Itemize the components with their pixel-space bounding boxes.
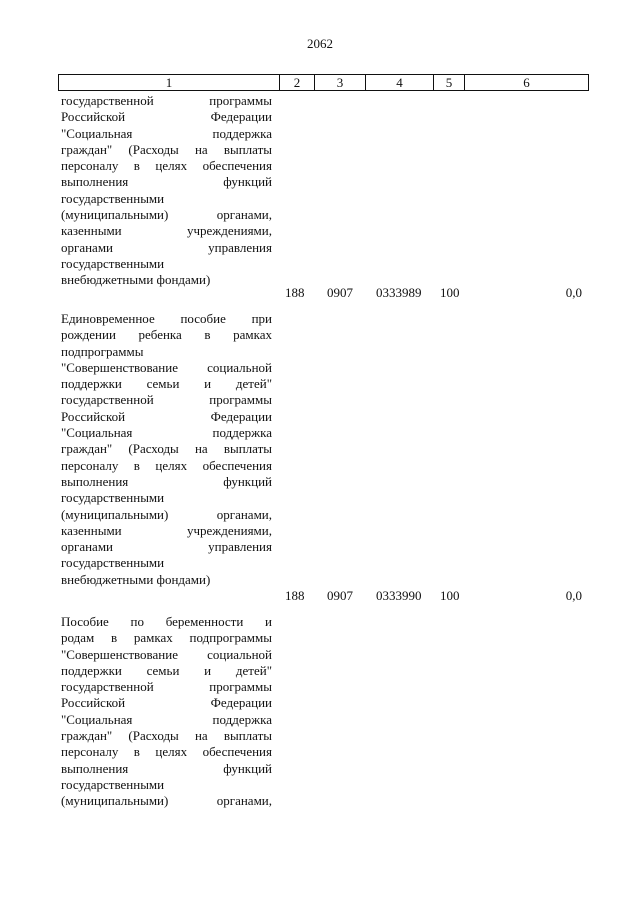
description-line: казенными учреждениями, [61,522,272,538]
header-col-5: 5 [433,75,464,90]
row-col-4: 0333990 [376,588,422,603]
description-line: персоналу в целях обеспечения [61,457,272,473]
description-line: выполнения функций [61,473,272,489]
description-line: рождении ребенка в рамках [61,327,272,343]
description-line: поддержки семьи и детей" [61,376,272,392]
description-line: государственными [61,190,165,206]
description-line: внебюджетными фондами) [61,571,211,587]
description-line: государственными [61,490,165,506]
row-description [61,614,272,810]
description-line: Российской Федерации [61,109,272,125]
description-line: поддержки семьи и детей" [61,662,272,678]
description-line: родам в рамках подпрограммы [61,630,272,646]
description-line: "Социальная поддержка [61,711,272,727]
row-description [61,311,272,588]
description-line: внебюджетными фондами) [61,272,211,288]
description-line: государственными [61,255,165,271]
header-col-1: 1 [165,75,173,90]
description-line: государственной программы [61,392,272,408]
description-line: граждан" (Расходы на выплаты [61,441,272,457]
description-line: (муниципальными) органами, [61,207,272,223]
description-line: выполнения функций [61,174,272,190]
description-line: "Совершенствование социальной [61,646,272,662]
description-line: подпрограммы [61,343,144,359]
row-col-2: 188 [285,588,305,603]
row-col-6: 0,0 [565,588,582,603]
description-line: государственной программы [61,93,272,108]
description-line: "Совершенствование социальной [61,359,272,375]
description-line: органами управления [61,239,272,255]
row-col-5: 100 [440,285,460,300]
description-line: граждан" (Расходы на выплаты [61,728,272,744]
description-line: государственными [61,555,165,571]
page-number: 2062 [307,36,333,51]
description-line: "Социальная поддержка [61,125,272,141]
description-line: (муниципальными) органами, [61,793,272,809]
row-col-4: 0333989 [376,285,422,300]
header-col-3: 3 [314,75,365,90]
header-col-2: 2 [279,75,314,90]
description-line: "Социальная поддержка [61,425,272,441]
row-col-2: 188 [285,285,305,300]
row-description [61,93,272,289]
row-col-6: 0,0 [565,285,582,300]
description-line: (муниципальными) органами, [61,506,272,522]
description-line: граждан" (Расходы на выплаты [61,141,272,157]
description-line: казенными учреждениями, [61,223,272,239]
description-line: персоналу в целях обеспечения [61,744,272,760]
description-line: Российской Федерации [61,408,272,424]
description-line: Пособие по беременности и [61,614,272,629]
description-line: выполнения функций [61,760,272,776]
description-line: государственными [61,776,165,792]
header-col-6: 6 [464,75,588,90]
description-line: Российской Федерации [61,695,272,711]
row-col-3: 0907 [327,285,353,300]
row-col-5: 100 [440,588,460,603]
description-line: органами управления [61,539,272,555]
header-col-4: 4 [365,75,433,90]
description-line: персоналу в целях обеспечения [61,158,272,174]
row-col-3: 0907 [327,588,353,603]
description-line: Единовременное пособие при [61,311,272,326]
table-header [58,74,589,91]
description-line: государственной программы [61,679,272,695]
